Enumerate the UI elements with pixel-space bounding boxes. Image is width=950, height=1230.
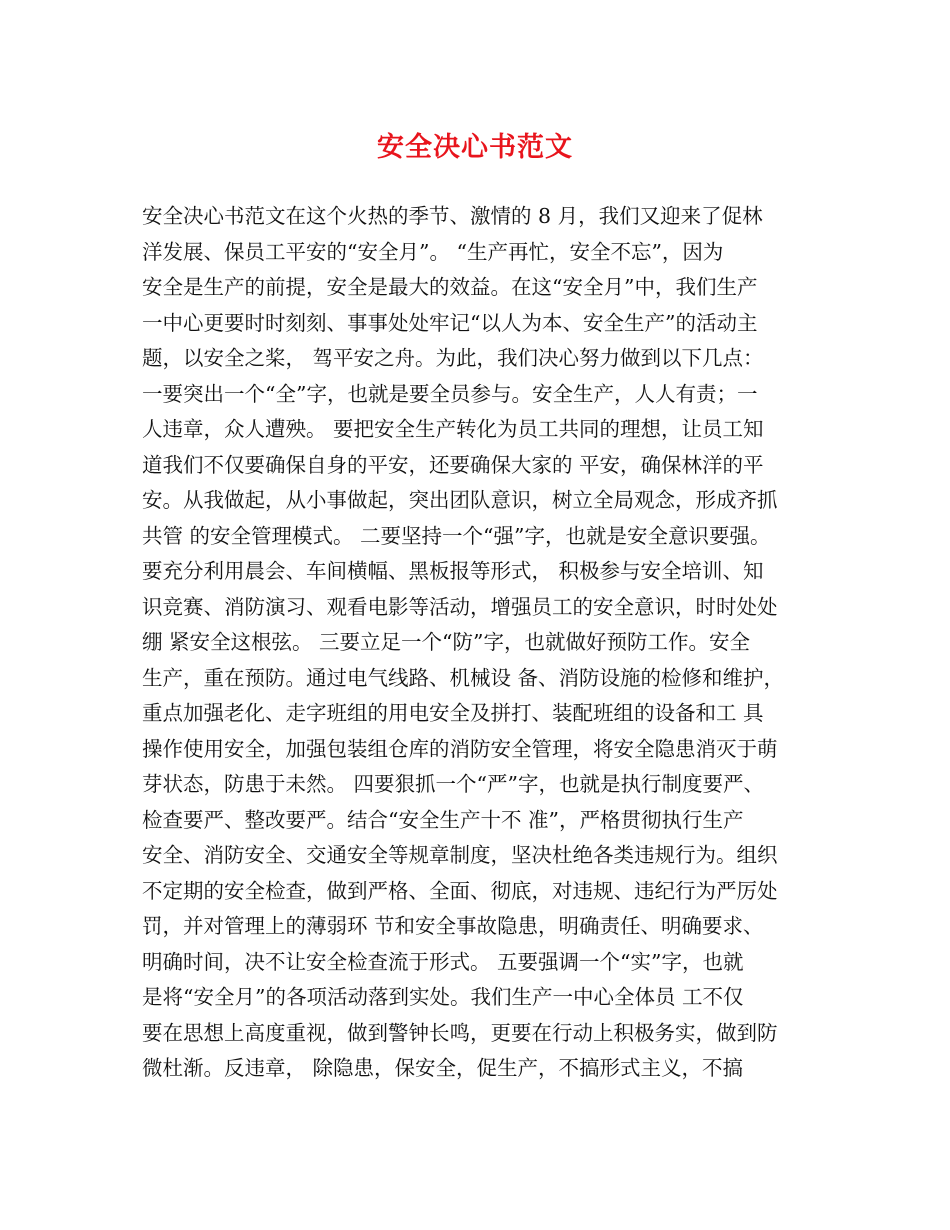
body-text-line: 芽状态，防患于未然。 四要狠抓一个“严”字，也就是执行制度要严、 bbox=[142, 772, 764, 796]
body-text-line: 识竞赛、消防演习、观看电影等活动，增强员工的安全意识，时时处处 bbox=[142, 594, 778, 619]
body-text-line: 要在思想上高度重视，做到警钟长鸣，更要在行动上积极务实，做到防 bbox=[142, 1020, 778, 1045]
body-text-line: 重点加强老化、走字班组的用电安全及拼打、装配班组的设备和工 具 bbox=[142, 701, 764, 725]
body-text-line: 题，以安全之桨， 驾平安之舟。为此，我们决心努力做到以下几点： bbox=[142, 346, 764, 370]
body-text-line: 罚，并对管理上的薄弱环 节和安全事故隐患，明确责任、明确要求、 bbox=[142, 914, 764, 938]
body-text-line: 不定期的安全检查，做到严格、全面、彻底，对违规、违纪行为严厉处 bbox=[142, 878, 778, 903]
document-title: 安全决心书范文 bbox=[377, 132, 573, 163]
body-text-line: 人违章，众人遭殃。 要把安全生产转化为员工共同的理想，让员工知 bbox=[142, 417, 764, 441]
body-text-line: 安。从我做起，从小事做起，突出团队意识，树立全局观念，形成齐抓 bbox=[142, 488, 778, 512]
body-text-line: 操作使用安全，加强包装组仓库的消防安全管理，将安全隐患消灭于萌 bbox=[142, 736, 778, 761]
body-text-line: 明确时间，决不让安全检查流于形式。 五要强调一个“实”字，也就 bbox=[142, 949, 744, 974]
body-text-line: 绷 紧安全这根弦。 三要立足一个“防”字，也就做好预防工作。安全 bbox=[142, 630, 750, 654]
body-text-line: 安全、消防安全、交通安全等规章制度，坚决杜绝各类违规行为。组织 bbox=[142, 843, 778, 867]
body-text-line: 安全是生产的前提，安全是最大的效益。在这“安全月”中，我们生产 bbox=[142, 275, 758, 299]
body-text-line: 是将“安全月”的各项活动落到实处。我们生产一中心全体员 工不仅 bbox=[142, 985, 744, 1009]
body-text-line: 共管 的安全管理模式。 二要坚持一个“强”字，也就是安全意识要强。 bbox=[142, 523, 771, 548]
body-text-line: 一中心更要时时刻刻、事事处处牢记“以人为本、安全生产”的活动主 bbox=[142, 310, 758, 335]
body-text-line: 洋发展、保员工平安的“安全月”。 “生产再忙，安全不忘”，因为 bbox=[142, 239, 724, 264]
body-text-line: 检查要严、整改要严。结合“安全生产十不 准”，严格贯彻执行生产 bbox=[142, 807, 744, 832]
body-text-line: 生产，重在预防。通过电气线路、机械设 备、消防设施的检修和维护， bbox=[142, 665, 785, 690]
body-text-line: 道我们不仅要确保自身的平安，还要确保大家的 平安，确保林洋的平 bbox=[142, 452, 764, 477]
document-body bbox=[142, 199, 832, 1087]
body-text-line: 一要突出一个“全”字，也就是要全员参与。安全生产，人人有责；一 bbox=[142, 381, 758, 406]
body-text-line: 安全决心书范文在这个火热的季节、激情的 8 月，我们又迎来了促林 bbox=[142, 204, 763, 228]
body-text-line: 微杜渐。反违章， 除隐患，保安全，促生产，不搞形式主义，不搞 bbox=[142, 1056, 744, 1080]
body-text-line: 要充分利用晨会、车间横幅、黑板报等形式， 积极参与安全培训、知 bbox=[142, 559, 764, 583]
